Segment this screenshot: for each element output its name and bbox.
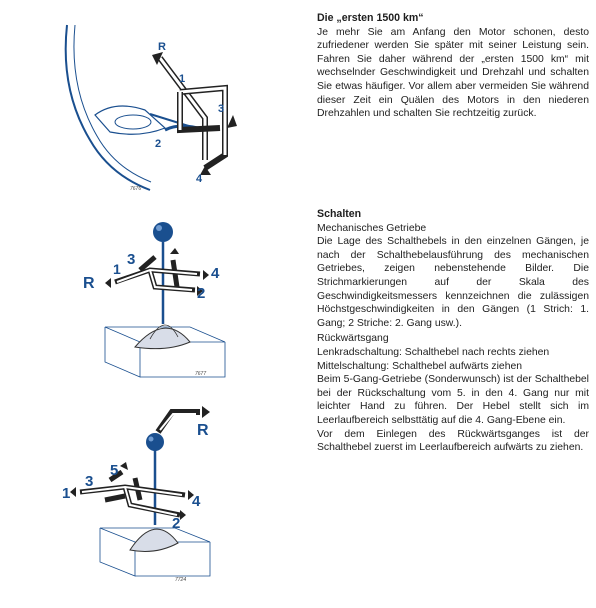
gear-label-5: 5 bbox=[110, 462, 119, 479]
reverse-gear-heading: Rückwärtsgang bbox=[317, 333, 389, 345]
floor-shift-5-speed-illustration bbox=[60, 400, 240, 585]
section-shifting bbox=[317, 208, 589, 455]
column-shift-text: Lenkradschaltung: Schalthebel nach rechts ziehen bbox=[317, 346, 550, 358]
gear-label-2: 2 bbox=[172, 515, 181, 532]
column-shift-illustration bbox=[55, 10, 255, 195]
section-heading: Die „ersten 1500 km“ bbox=[317, 12, 424, 24]
gear-label-4: 4 bbox=[192, 493, 201, 510]
gear-label-1: 1 bbox=[62, 485, 71, 502]
section-first-1500-km bbox=[317, 12, 589, 121]
gear-label-4: 4 bbox=[211, 265, 220, 282]
reverse-note-text: Vor dem Einlegen des Rückwärtsganges ist der Schalthebel zuerst im Leerlaufbereich aufwärts zu ziehen. bbox=[317, 428, 589, 454]
gear-label-2: 2 bbox=[197, 285, 206, 302]
figure-number: 7677 bbox=[195, 371, 207, 377]
five-speed-text: Beim 5-Gang-Getriebe (Sonderwunsch) ist der Schalthebel bei der Rückschaltung vom 5. in den 4. Gang nur mit leichter Hand zu führen. Der Hebel stellt sich im Leerlaufbereich selbsttätig auf die 4. Gang-Ebene ein. bbox=[317, 374, 589, 426]
gear-label-3: 3 bbox=[218, 103, 225, 115]
floor-shift-4-speed-illustration bbox=[75, 212, 260, 382]
gear-label-r: R bbox=[197, 422, 209, 439]
gear-label-3: 3 bbox=[127, 251, 136, 268]
figure-number: 7676 bbox=[130, 186, 142, 192]
gear-label-3: 3 bbox=[85, 473, 94, 490]
gear-label-r: R bbox=[83, 275, 95, 292]
gear-label-r: R bbox=[158, 41, 166, 53]
gear-label-1: 1 bbox=[179, 73, 186, 85]
figure-number: 7724 bbox=[175, 577, 187, 583]
section-body: Die Lage des Schalthebels in den einzelnen Gängen, je nach der Schalthebelausführung des mechanischen Getriebes, zeigen nebenstehende Bilder. Die Strichmarkierungen auf der Skala des Geschwindigkeitsmessers kennzeichnen die zulässigen Höchstgeschwindigkeiten in den Gängen (1 Strich: 1. Gang; 2 Striche: 2. Gang usw.). bbox=[317, 236, 589, 329]
floor-shift-text: Mittelschaltung: Schalthebel aufwärts ziehen bbox=[317, 360, 523, 372]
section-body: Je mehr Sie am Anfang den Motor schonen, desto zufriedener werden Sie später mit seiner Leistung sein. Fahren Sie daher während der „ersten 1500 km“ mit wechselnder Geschwindigkeit und Drehzahl und schalten Sie etwas häufiger. Vor allem aber vermeiden Sie während dieser Zeit ein Quälen des Motors in den niederen Drehzahlen und schalten Sie rechtzeitig zurück. bbox=[317, 26, 589, 120]
section-heading: Schalten bbox=[317, 208, 362, 220]
gear-label-2: 2 bbox=[155, 138, 162, 150]
subheading: Mechanisches Getriebe bbox=[317, 222, 427, 234]
gear-label-4: 4 bbox=[196, 173, 203, 185]
gear-label-1: 1 bbox=[113, 261, 121, 277]
